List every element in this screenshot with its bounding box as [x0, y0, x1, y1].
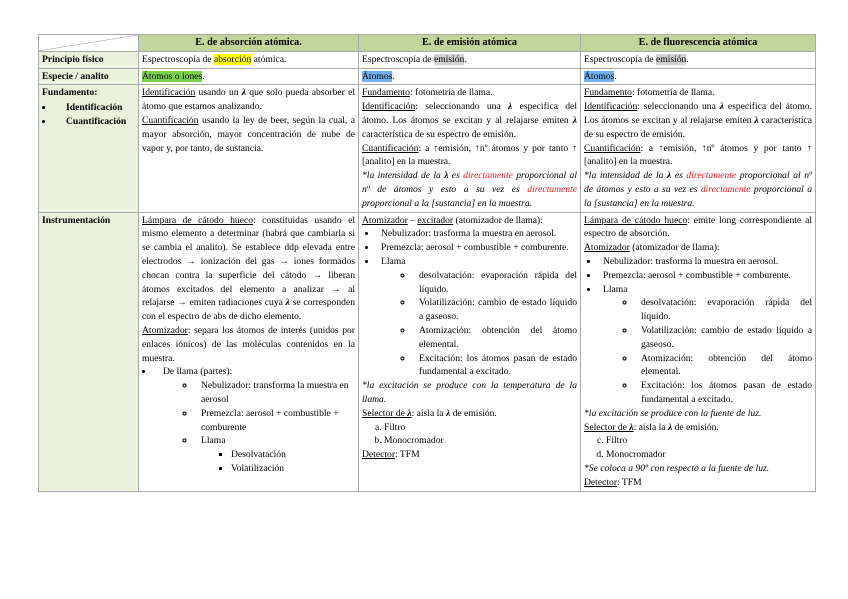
text: de emisión. — [450, 407, 497, 419]
note — [362, 169, 577, 210]
header-fluorescencia: E. de fluorescencia atómica — [581, 35, 816, 52]
subsublist — [201, 448, 355, 476]
list-item: ◦ Nebulizador: transforma la muestra en aerosol — [195, 379, 355, 407]
note: *Se coloca a 90º con respecto a la fuente de luz. — [584, 462, 770, 474]
text: Espectroscopía de — [584, 53, 656, 65]
list-item — [154, 365, 355, 475]
text: : emite long correspondiente al espectro de absorción. — [584, 214, 812, 240]
highlight: emisión — [655, 53, 687, 65]
text: es — [671, 170, 687, 182]
list-item: b. Monocromador — [384, 434, 577, 448]
list — [362, 227, 577, 379]
text: : a ↑emisión, ↑nº átomos y por tanto ↑ [analito] en la muestra. — [584, 142, 812, 168]
underlined: Identificación — [362, 101, 416, 113]
paragraph — [584, 214, 812, 242]
lambda-symbol: λ — [444, 170, 449, 182]
text: Espectroscopía de — [142, 53, 214, 65]
lambda-symbol: λ — [407, 407, 412, 419]
cell-especie-fluorescencia — [581, 68, 816, 85]
text: . — [392, 70, 395, 82]
paragraph — [584, 241, 812, 255]
paragraph — [362, 86, 577, 100]
text: que solo pueda absorber el átomo que estamos analizando. — [142, 87, 355, 113]
text: especifica del átomo. Los átomos se excitan y al relajarse emiten — [584, 101, 812, 126]
row-especie-analito — [39, 68, 816, 85]
underlined: Detector — [362, 449, 396, 461]
list-item — [377, 255, 577, 379]
text: proporcional al nº de átomos y esto a su vez es — [584, 170, 812, 195]
row-fundamento — [39, 85, 816, 212]
text: proporcional a la [sustancia] en la muestra. — [584, 183, 812, 209]
text: : constituidas usando el mismo elemento a determinar (habrá que cambiarla si se cambia el analito). Se establece ddp elevada entre electrodos → ionización del gas → iones formados chocan contra la superficie del cátodo → liberan átomos excitados del elemento a analizar → al relajarse → emiten radiaciones cuya — [142, 214, 355, 309]
red-text: directamente — [686, 170, 737, 182]
lambda-symbol: λ — [719, 101, 724, 113]
red-text: directamente — [527, 183, 577, 195]
diagonal-line — [39, 35, 138, 51]
list-item: ◦ desolvatación: evaporación rápida del líquido. — [413, 269, 577, 297]
text: – — [407, 214, 418, 226]
note: *la excitación se produce con la temperatura de la llama. — [362, 380, 577, 405]
text: Llama — [603, 283, 628, 295]
text: . — [464, 53, 467, 65]
text: usando un — [195, 87, 242, 99]
cell-principio-emision — [359, 51, 581, 68]
paragraph — [584, 476, 812, 490]
header-absorcion: E. de absorción atómica. — [139, 35, 359, 52]
list-item: ◦ Excitación: los átomos pasan de estado fundamental a excitado. — [635, 379, 812, 407]
text: Llama — [381, 255, 406, 267]
underlined: Cuantificación — [142, 114, 199, 126]
text: característica de su espectro de emisión. — [584, 114, 812, 140]
paragraph — [142, 86, 355, 114]
cell-instrumentacion-fluorescencia — [581, 212, 816, 491]
paragraph — [362, 100, 577, 141]
corner-cell — [39, 35, 139, 52]
text: : fotometría de llama. — [409, 87, 493, 99]
text: *la intensidad de la — [362, 170, 445, 182]
red-text: directamente — [463, 170, 513, 182]
text: se corresponden con el espectro de abs de dicho elemento. — [142, 297, 355, 323]
text: Llama — [201, 435, 226, 447]
lambda-symbol: λ — [445, 407, 451, 419]
lambda-symbol: λ — [572, 114, 577, 126]
list-item: • Nebulizador: trasforma la muestra en aerosol. — [377, 227, 577, 241]
paragraph — [362, 214, 577, 228]
red-text: directamente — [700, 183, 751, 195]
note — [584, 169, 812, 210]
text: (atomizador de llama): — [453, 214, 543, 226]
underlined: excitador — [417, 214, 454, 226]
highlight: absorción — [213, 53, 252, 65]
list-item: ◦ Volatilización: cambio de estado líquido a gaseoso. — [413, 296, 577, 324]
underlined: Detector — [584, 476, 618, 488]
ordered-list — [362, 421, 577, 449]
label-item: • Identificación — [54, 101, 135, 115]
list-item: ◦ Atomización: obtención del átomo elemental. — [413, 324, 577, 352]
list-item: • Premezcla: aerosol + combustible + comburente. — [377, 241, 577, 255]
lambda-symbol: λ — [754, 114, 759, 126]
comparison-table — [38, 34, 816, 492]
text: : fotometría de llama. — [631, 87, 715, 99]
paragraph — [142, 214, 355, 324]
text: : separa los átomos de interés (unidos por enlaces iónicos) de las moléculas contenidos en la muestra. — [142, 324, 355, 364]
text: : seleccionando una — [637, 101, 720, 113]
underlined: Lámpara de cátodo hueco — [584, 214, 688, 226]
underlined: Atomizador — [584, 242, 630, 254]
list-item: ◦ Excitación: los átomos pasan de estado fundamental a excitado. — [413, 352, 577, 380]
text: : aísla la — [633, 421, 668, 433]
row-principio-fisico — [39, 51, 816, 68]
row-label: Especie / analito — [39, 68, 139, 85]
text: : TFM — [617, 476, 642, 488]
underlined: Atomizador — [142, 324, 188, 336]
underlined: Identificación — [584, 101, 638, 113]
underlined: Lámpara de cátodo hueco — [142, 214, 254, 226]
list — [584, 255, 812, 407]
highlight: Átomos o iones — [142, 70, 203, 82]
list-item — [599, 283, 812, 407]
list-item: ▪ Desolvatación — [231, 448, 355, 462]
header-row — [39, 35, 816, 52]
label-item: • Cuantificación — [54, 115, 135, 129]
underlined: Atomizador — [362, 214, 408, 226]
paragraph — [584, 142, 812, 170]
list-item: ▪ Volatilización — [231, 462, 355, 476]
text: : a ↑emisión, ↑nº átomos y por tanto ↑ [analito] en la muestra. — [362, 142, 577, 168]
paragraph — [584, 100, 812, 141]
lambda-symbol: λ — [241, 87, 247, 99]
cell-especie-absorcion — [139, 68, 359, 85]
list — [142, 365, 355, 475]
cell-principio-absorcion — [139, 51, 359, 68]
highlight: emisión — [433, 53, 465, 65]
list-item: c. Filtro — [606, 434, 812, 448]
text: : TFM — [395, 449, 420, 461]
underlined — [362, 408, 412, 419]
text: De llama (partes): — [163, 366, 233, 378]
cell-fundamento-fluorescencia — [581, 85, 816, 212]
list-item: ◦ Premezcla: aerosol + combustible + comburente — [195, 407, 355, 435]
cell-instrumentacion-emision — [359, 212, 581, 491]
cell-fundamento-emision — [359, 85, 581, 212]
lambda-symbol: λ — [285, 297, 290, 309]
cell-fundamento-absorcion — [139, 85, 359, 212]
text: característica de su espectro de emisión. — [362, 128, 516, 140]
list-item: ◦ Volatilización: cambio de estado líquido a gaseoso. — [635, 324, 812, 352]
text: de emisión. — [672, 421, 719, 433]
row-label: Instrumentación — [39, 212, 139, 491]
list-item — [195, 434, 355, 475]
paragraph — [142, 324, 355, 365]
text: : seleccionando una — [415, 101, 509, 113]
lambda-symbol: λ — [667, 421, 673, 433]
text: . — [686, 53, 689, 65]
cell-instrumentacion-absorcion — [139, 212, 359, 491]
underlined: Fundamento — [584, 87, 632, 99]
text: especifica del átomo. Los átomos se excitan y al relajarse emiten — [362, 101, 577, 126]
text: proporcional a la [sustancia] en la muestra. — [362, 197, 533, 209]
lambda-symbol: λ — [508, 101, 513, 113]
paragraph — [362, 142, 577, 170]
paragraph — [362, 448, 577, 462]
header-emision: E. de emisión atómica — [359, 35, 581, 52]
text: . — [614, 70, 617, 82]
underlined: Cuantificación — [362, 142, 419, 154]
list-item: a. Filtro — [384, 421, 577, 435]
underlined: Fundamento — [362, 87, 410, 99]
text: Selector de — [362, 407, 408, 419]
sublist — [603, 296, 812, 406]
text: (atomizador de llama): — [629, 242, 720, 254]
row-instrumentacion — [39, 212, 816, 491]
sublist — [163, 379, 355, 476]
highlight: Átomos — [362, 70, 393, 82]
text: : aísla la — [411, 407, 446, 419]
label-title: Fundamento: — [42, 87, 98, 99]
note: *la excitación se produce con la fuente de luz. — [584, 407, 762, 419]
lambda-symbol: λ — [629, 421, 634, 433]
list-item: • Nebulizador: trasforma la muestra en aerosol. — [599, 255, 812, 269]
paragraph — [584, 421, 812, 435]
lambda-symbol: λ — [667, 170, 672, 182]
text: Selector de — [584, 421, 630, 433]
paragraph — [362, 407, 577, 421]
text: atómica. — [251, 53, 287, 65]
list-item: ◦ desolvatación: evaporación rápida del líquido. — [635, 296, 812, 324]
sublist — [381, 269, 577, 379]
underlined: Identificación — [142, 87, 196, 99]
highlight: Átomos — [584, 70, 615, 82]
text: *la intensidad de la — [584, 170, 668, 182]
label-list — [42, 101, 135, 129]
cell-especie-emision — [359, 68, 581, 85]
list-item: d. Monocromador — [606, 448, 812, 462]
ordered-list — [584, 434, 812, 462]
text: usando la ley de beer, según la cual, a mayor absorción, mayor concentración de nube de vapor y, por tanto, de sustancia. — [142, 114, 355, 154]
list-item: ◦ Atomización: obtención del átomo elemental. — [635, 352, 812, 380]
paragraph — [142, 114, 355, 155]
underlined — [584, 422, 634, 433]
underlined: Cuantificación — [584, 142, 641, 154]
list-item: • Premezcla: aerosol + combustible + comburente. — [599, 269, 812, 283]
cell-principio-fluorescencia — [581, 51, 816, 68]
text: . — [202, 70, 205, 82]
row-label: Principio físico — [39, 51, 139, 68]
row-label-fundamento — [39, 85, 139, 212]
text: Espectroscopía de — [362, 53, 434, 65]
text: proporcional al nº de átomos y esto a su vez es — [362, 170, 578, 195]
paragraph — [584, 86, 812, 100]
text: es — [448, 170, 464, 182]
